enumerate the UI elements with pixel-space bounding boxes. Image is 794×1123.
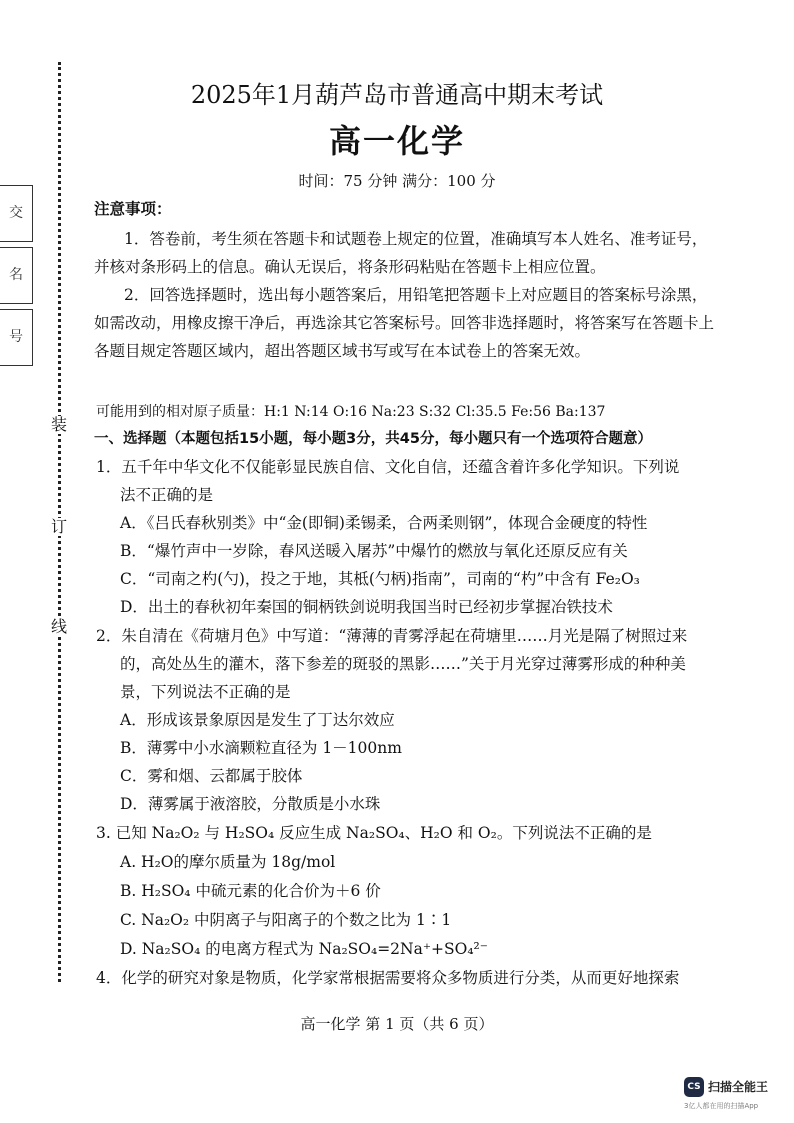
q1-stem-1: 1．五千年中华文化不仅能彰显民族自信、文化自信，还蕴含着许多化学知识。下列说 bbox=[96, 458, 680, 476]
q2-stem-1: 2．朱自清在《荷塘月色》中写道：“薄薄的青雾浮起在荷塘里……月光是隔了树照过来 bbox=[96, 627, 688, 645]
q3-option-d: D. Na₂SO₄ 的电离方程式为 Na₂SO₄=2Na⁺+SO₄²⁻ bbox=[120, 940, 488, 958]
q1-option-a: A．《吕氏春秋别类》中“金(即铜)柔锡柔，合两柔则钢”，体现合金硬度的特性 bbox=[120, 514, 648, 532]
q2-option-c: C．雾和烟、云都属于胶体 bbox=[120, 767, 303, 785]
exam-title: 2025年1月葫芦岛市普通高中期末考试 bbox=[190, 81, 604, 109]
q1-option-b: B．“爆竹声中一岁除，春风送暖入屠苏”中爆竹的燃放与氧化还原反应有关 bbox=[120, 542, 628, 560]
side-box-name: 名 bbox=[0, 247, 33, 304]
scanner-watermark bbox=[684, 1075, 784, 1115]
atomic-masses: 可能用到的相对原子质量：H:1 N:14 O:16 Na:23 S:32 Cl:35.5 Fe:56 Ba:137 bbox=[96, 404, 606, 420]
binding-char-ding: 订 bbox=[50, 517, 67, 536]
q3-option-b: B. H₂SO₄ 中硫元素的化合价为＋6 价 bbox=[120, 882, 381, 900]
q4-stem-1: 4．化学的研究对象是物质，化学家常根据需要将众多物质进行分类，从而更好地探索 bbox=[96, 969, 680, 987]
q1-option-c: C．“司南之杓(勺)，投之于地，其柢(勺柄)指南”，司南的“杓”中含有 Fe₂O₃ bbox=[120, 570, 640, 588]
q2-option-a: A．形成该景象原因是发生了丁达尔效应 bbox=[120, 711, 395, 729]
binding-char-zhuang: 装 bbox=[50, 415, 67, 434]
notice-line-2: 并核对条形码上的信息。确认无误后，将条形码粘贴在答题卡上相应位置。 bbox=[94, 258, 606, 276]
q1-option-d: D．出土的春秋初年秦国的铜柄铁剑说明我国当时已经初步掌握冶铁技术 bbox=[120, 598, 613, 616]
cs-logo-icon: CS bbox=[684, 1077, 704, 1097]
q2-option-b: B．薄雾中小水滴颗粒直径为 1－100nm bbox=[120, 739, 402, 757]
q1-stem-2: 法不正确的是 bbox=[120, 486, 214, 504]
q3-stem: 3. 已知 Na₂O₂ 与 H₂SO₄ 反应生成 Na₂SO₄、H₂O 和 O₂。下列说法不正确的是 bbox=[96, 824, 652, 842]
q3-option-a: A. H₂O的摩尔质量为 18g/mol bbox=[120, 853, 336, 871]
page-footer: 高一化学 第 1 页（共 6 页） bbox=[300, 1015, 494, 1033]
side-box-number: 号 bbox=[0, 309, 33, 366]
binding-char-xian: 线 bbox=[50, 617, 67, 636]
notice-heading: 注意事项： bbox=[94, 200, 172, 218]
q2-stem-3: 景，下列说法不正确的是 bbox=[120, 683, 291, 701]
time-score: 时间：75 分钟 满分：100 分 bbox=[298, 172, 496, 190]
notice-line-1: 1．答卷前，考生须在答题卡和试题卷上规定的位置，准确填写本人姓名、准考证号， bbox=[124, 230, 708, 248]
section-1-heading: 一、选择题（本题包括15小题，每小题3分，共45分，每小题只有一个选项符合题意） bbox=[94, 431, 652, 447]
scanner-name: 扫描全能王 bbox=[708, 1080, 769, 1094]
q2-stem-2: 的，高处丛生的灌木，落下参差的斑驳的黑影……”关于月光穿过薄雾形成的种种美 bbox=[120, 655, 686, 673]
notice-line-3: 2．回答选择题时，选出每小题答案后，用铅笔把答题卡上对应题目的答案标号涂黑， bbox=[124, 286, 708, 304]
q3-option-c: C. Na₂O₂ 中阴离子与阳离子的个数之比为 1∶1 bbox=[120, 911, 452, 929]
q2-option-d: D．薄雾属于液溶胶，分散质是小水珠 bbox=[120, 795, 381, 813]
scanner-tagline: 3亿人都在用的扫描App bbox=[684, 1102, 759, 1110]
notice-line-5: 各题目规定答题区域内，超出答题区域书写或写在本试卷上的答案无效。 bbox=[94, 342, 591, 360]
subject-title: 高一化学 bbox=[328, 122, 465, 160]
notice-line-4: 如需改动，用橡皮擦干净后，再选涂其它答案标号。回答非选择题时，将答案写在答题卡上 bbox=[94, 314, 715, 332]
side-box-class: 交 bbox=[0, 185, 33, 242]
